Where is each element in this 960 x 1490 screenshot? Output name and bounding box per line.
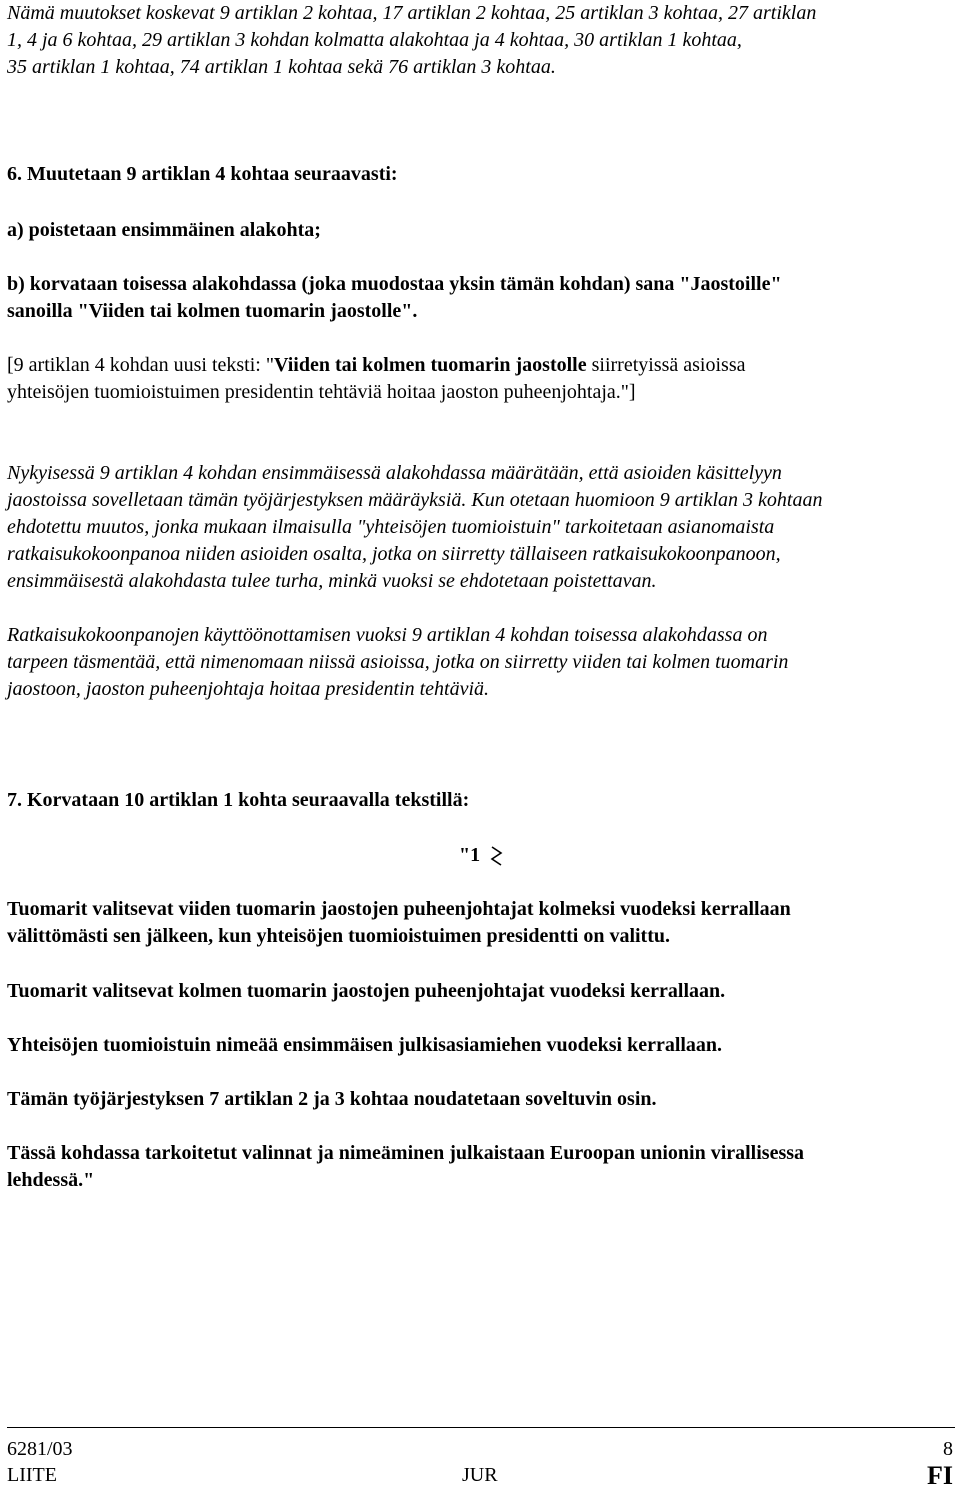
new-text-suffix: siirretyissä asioissa bbox=[586, 354, 746, 376]
quote-start-marker bbox=[459, 842, 506, 869]
intro-paragraph bbox=[7, 0, 955, 81]
item-6-justification-2 bbox=[7, 622, 955, 703]
new-text-prefix: [9 artiklan 4 kohdan uusi teksti: " bbox=[7, 354, 275, 376]
item-7-paragraph-5 bbox=[7, 1140, 955, 1194]
justification-1-line-2: jaostoissa sovelletaan tämän työjärjestyksen määräyksiä. Kun otetaan huomioon 9 artiklan 3 kohtaan bbox=[7, 489, 823, 511]
item-6-new-text-line-2: yhteisöjen tuomioistuimen presidentin tehtäviä hoitaa jaoston puheenjohtaja."] bbox=[7, 381, 636, 403]
item-6-new-text-line-1 bbox=[7, 352, 955, 379]
item-7-paragraph-5-line-2: lehdessä." bbox=[7, 1169, 95, 1191]
footer-annex-label: LIITE bbox=[7, 1464, 57, 1486]
item-7-heading: 7. Korvataan 10 artiklan 1 kohta seuraavalla tekstillä: bbox=[7, 789, 470, 811]
footer-divider bbox=[7, 1427, 955, 1428]
justification-2-line-1: Ratkaisukokoonpanojen käyttöönottamisen vuoksi 9 artiklan 4 kohdan toisessa alakohdassa on bbox=[7, 624, 768, 646]
item-7-paragraph-5-line-1: Tässä kohdassa tarkoitetut valinnat ja nimeäminen julkaistaan Euroopan unionin virallisessa bbox=[7, 1142, 805, 1164]
footer-right bbox=[927, 1436, 953, 1490]
justification-2-line-3: jaostoon, jaoston puheenjohtaja hoitaa presidentin tehtäviä. bbox=[7, 678, 490, 700]
footer-doc-number: 6281/03 bbox=[7, 1438, 73, 1460]
item-7-paragraph-2: Tuomarit valitsevat kolmen tuomarin jaostojen puheenjohtajat vuodeksi kerrallaan. bbox=[7, 980, 726, 1002]
justification-2-line-2: tarpeen täsmentää, että nimenomaan niissä asioissa, jotka on siirretty viiden tai kolmen tuomarin bbox=[7, 651, 789, 673]
intro-line-3: 35 artiklan 1 kohtaa, 74 artiklan 1 kohtaa sekä 76 artiklan 3 kohtaa. bbox=[7, 56, 556, 78]
item-6-subpoint-b-line-1: b) korvataan toisessa alakohdassa (joka muodostaa yksin tämän kohdan) sana "Jaostoille" bbox=[7, 273, 782, 295]
footer-department: JUR bbox=[462, 1464, 498, 1486]
item-7-paragraph-1-line-2: välittömästi sen jälkeen, kun yhteisöjen tuomioistuimen presidentti on valittu. bbox=[7, 925, 670, 947]
new-text-bold: Viiden tai kolmen tuomarin jaostolle bbox=[274, 354, 587, 376]
intro-line-2: 1, 4 ja 6 kohtaa, 29 artiklan 3 kohdan kolmatta alakohtaa ja 4 kohtaa, 30 artiklan 1 kohtaa, bbox=[7, 29, 742, 51]
item-6-subpoint-a: a) poistetaan ensimmäinen alakohta; bbox=[7, 219, 321, 241]
item-6-heading: 6. Muutetaan 9 artiklan 4 kohtaa seuraavasti: bbox=[7, 163, 398, 185]
footer-left bbox=[7, 1436, 73, 1488]
justification-1-line-1: Nykyisessä 9 artiklan 4 kohdan ensimmäisessä alakohdassa määrätään, että asioiden käsittelyyn bbox=[7, 462, 782, 484]
justification-1-line-4: ratkaisukokoonpanoa niiden asioiden osalta, jotka on siirretty tällaiseen ratkaisukokoonpanoon, bbox=[7, 543, 781, 565]
item-7-paragraph-1 bbox=[7, 896, 955, 950]
footer-language-code: FI bbox=[927, 1461, 953, 1490]
item-6-new-text bbox=[7, 352, 955, 406]
item-7-paragraph-3: Yhteisöjen tuomioistuin nimeää ensimmäisen julkisasiamiehen vuodeksi kerrallaan. bbox=[7, 1034, 723, 1056]
quote-start-text: "1 bbox=[459, 844, 481, 866]
item-6-subpoint-b-line-2: sanoilla "Viiden tai kolmen tuomarin jaostolle". bbox=[7, 300, 418, 322]
item-6-subpoint-b bbox=[7, 271, 955, 325]
item-7-paragraph-4: Tämän työjärjestyksen 7 artiklan 2 ja 3 kohtaa noudatetaan soveltuvin osin. bbox=[7, 1088, 657, 1110]
section-marker-icon bbox=[488, 843, 506, 869]
footer-page-number: 8 bbox=[943, 1438, 953, 1460]
item-7-paragraph-1-line-1: Tuomarit valitsevat viiden tuomarin jaostojen puheenjohtajat kolmeksi vuodeksi kerrallaan bbox=[7, 898, 791, 920]
intro-line-1: Nämä muutokset koskevat 9 artiklan 2 kohtaa, 17 artiklan 2 kohtaa, 25 artiklan 3 kohtaa, 27 artiklan bbox=[7, 2, 817, 24]
justification-1-line-3: ehdotettu muutos, jonka mukaan ilmaisulla "yhteisöjen tuomioistuin" tarkoitetaan asianomaista bbox=[7, 516, 775, 538]
item-6-justification-1 bbox=[7, 460, 955, 595]
justification-1-line-5: ensimmäisestä alakohdasta tulee turha, minkä vuoksi se ehdotetaan poistettavan. bbox=[7, 570, 657, 592]
